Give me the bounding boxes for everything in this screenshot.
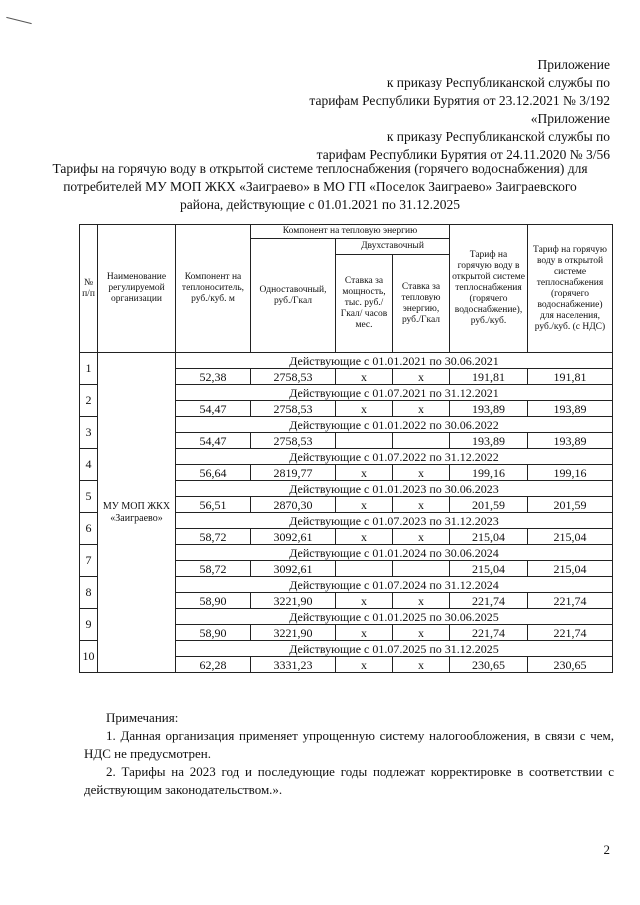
energy-rate-value: x (393, 465, 450, 481)
energy-rate-value: x (393, 497, 450, 513)
carrier-value: 62,28 (176, 657, 251, 673)
carrier-value: 54,47 (176, 401, 251, 417)
tariff-table (79, 224, 613, 673)
energy-rate-value: x (393, 369, 450, 385)
single-rate-value: 3331,23 (251, 657, 336, 673)
title-line: района, действующие с 01.01.2021 по 31.12.2025 (180, 197, 460, 212)
row-number: 8 (80, 577, 98, 609)
power-rate-value (336, 561, 393, 577)
document-title (50, 160, 590, 214)
tariff-vat-value: 230,65 (528, 657, 613, 673)
single-rate-value: 3092,61 (251, 561, 336, 577)
period-label: Действующие с 01.07.2024 по 31.12.2024 (176, 577, 613, 593)
row-number: 5 (80, 481, 98, 513)
power-rate-value: x (336, 625, 393, 641)
power-rate-value: x (336, 593, 393, 609)
single-rate-value: 3221,90 (251, 625, 336, 641)
page-number: 2 (603, 842, 610, 857)
power-rate-value: x (336, 401, 393, 417)
tariff-vat-value: 193,89 (528, 401, 613, 417)
tariff-vat-value: 215,04 (528, 561, 613, 577)
carrier-value: 52,38 (176, 369, 251, 385)
row-number: 10 (80, 641, 98, 673)
tariff-value: 201,59 (450, 497, 528, 513)
energy-rate-value: x (393, 529, 450, 545)
header-line: к приказу Республиканской службы по (386, 75, 610, 90)
row-number: 4 (80, 449, 98, 481)
header-line: «Приложение (530, 111, 610, 126)
note-item: 1. Данная организация применяет упрощенную систему налогообложения, в связи с чем, НДС не предусмотрен. (84, 728, 614, 761)
tariff-value: 230,65 (450, 657, 528, 673)
row-number: 7 (80, 545, 98, 577)
notes-section (84, 709, 614, 799)
title-line: потребителей МУ МОП ЖКХ «Заиграево» в МО ГП «Поселок Заиграево» Заиграевского (63, 179, 577, 194)
tariff-value: 221,74 (450, 625, 528, 641)
carrier-value: 58,72 (176, 561, 251, 577)
row-number: 3 (80, 417, 98, 449)
power-rate-value: x (336, 369, 393, 385)
tariff-value: 193,89 (450, 433, 528, 449)
header-num: № п/п (80, 225, 98, 353)
tariff-vat-value: 215,04 (528, 529, 613, 545)
header-line: тарифам Республики Бурятия от 24.11.2020 № 3/56 (316, 147, 610, 162)
row-number: 1 (80, 353, 98, 385)
single-rate-value: 2758,53 (251, 369, 336, 385)
power-rate-value: x (336, 529, 393, 545)
tariff-value: 221,74 (450, 593, 528, 609)
power-rate-value: x (336, 497, 393, 513)
single-rate-value: 2819,77 (251, 465, 336, 481)
energy-rate-value: x (393, 593, 450, 609)
carrier-value: 58,90 (176, 625, 251, 641)
period-label: Действующие с 01.07.2021 по 31.12.2021 (176, 385, 613, 401)
row-number: 9 (80, 609, 98, 641)
carrier-value: 58,90 (176, 593, 251, 609)
tariff-vat-value: 193,89 (528, 433, 613, 449)
note-item: 2. Тарифы на 2023 год и последующие годы подлежат корректировке в соответствии с действующим законодательством.». (84, 764, 614, 797)
energy-rate-value: x (393, 625, 450, 641)
period-label: Действующие с 01.01.2025 по 30.06.2025 (176, 609, 613, 625)
header-org: Наименование регулируемой организации (98, 225, 176, 353)
tariff-value: 199,16 (450, 465, 528, 481)
tariff-vat-value: 191,81 (528, 369, 613, 385)
period-label: Действующие с 01.07.2025 по 31.12.2025 (176, 641, 613, 657)
carrier-value: 56,64 (176, 465, 251, 481)
tariff-vat-value: 199,16 (528, 465, 613, 481)
header-carrier: Компонент на теплоноситель, руб./куб. м (176, 225, 251, 353)
power-rate-value: x (336, 657, 393, 673)
tariff-value: 215,04 (450, 529, 528, 545)
single-rate-value: 2870,30 (251, 497, 336, 513)
energy-rate-value (393, 561, 450, 577)
title-line: Тарифы на горячую воду в открытой системе теплоснабжения (горячего водоснабжения) для (52, 161, 588, 176)
single-rate-value: 2758,53 (251, 401, 336, 417)
power-rate-value (336, 433, 393, 449)
period-label: Действующие с 01.01.2022 по 30.06.2022 (176, 417, 613, 433)
energy-rate-value (393, 433, 450, 449)
tariff-vat-value: 201,59 (528, 497, 613, 513)
notes-label: Примечания: (106, 710, 179, 725)
appendix-header (309, 56, 610, 164)
header-energy: Ставка за тепловую энергию, руб./Гкал (393, 255, 450, 353)
period-label: Действующие с 01.01.2024 по 30.06.2024 (176, 545, 613, 561)
tariff-value: 191,81 (450, 369, 528, 385)
row-number: 2 (80, 385, 98, 417)
organization-name: МУ МОП ЖКХ «Заиграево» (98, 353, 176, 673)
header-line: к приказу Республиканской службы по (386, 129, 610, 144)
header-single: Одноставочный, руб./Гкал (251, 239, 336, 353)
carrier-value: 56,51 (176, 497, 251, 513)
period-label: Действующие с 01.07.2022 по 31.12.2022 (176, 449, 613, 465)
header-tariff: Тариф на горячую воду в открытой системе теплоснабжения (горячего водоснабжение), руб./куб. (450, 225, 528, 353)
power-rate-value: x (336, 465, 393, 481)
header-power: Ставка за мощность, тыс. руб./Гкал/ часов мес. (336, 255, 393, 353)
period-label: Действующие с 01.07.2023 по 31.12.2023 (176, 513, 613, 529)
tariff-vat-value: 221,74 (528, 593, 613, 609)
period-label: Действующие с 01.01.2021 по 30.06.2021 (176, 353, 613, 369)
row-number: 6 (80, 513, 98, 545)
carrier-value: 54,47 (176, 433, 251, 449)
single-rate-value: 3221,90 (251, 593, 336, 609)
header-tariff-vat: Тариф на горячую воду в открытой системе теплоснабжения (горячего водоснабжение) для населения, руб./куб. (с НДС) (528, 225, 613, 353)
tariff-value: 193,89 (450, 401, 528, 417)
period-label: Действующие с 01.01.2023 по 30.06.2023 (176, 481, 613, 497)
single-rate-value: 2758,53 (251, 433, 336, 449)
tariff-vat-value: 221,74 (528, 625, 613, 641)
energy-rate-value: x (393, 657, 450, 673)
header-energy-group: Компонент на тепловую энергию (251, 225, 450, 239)
single-rate-value: 3092,61 (251, 529, 336, 545)
scan-artifact (6, 17, 31, 24)
header-two-part: Двухставочный (336, 239, 450, 255)
energy-rate-value: x (393, 401, 450, 417)
header-line: Приложение (537, 57, 610, 72)
carrier-value: 58,72 (176, 529, 251, 545)
header-line: тарифам Республики Бурятия от 23.12.2021 № 3/192 (309, 93, 610, 108)
tariff-value: 215,04 (450, 561, 528, 577)
